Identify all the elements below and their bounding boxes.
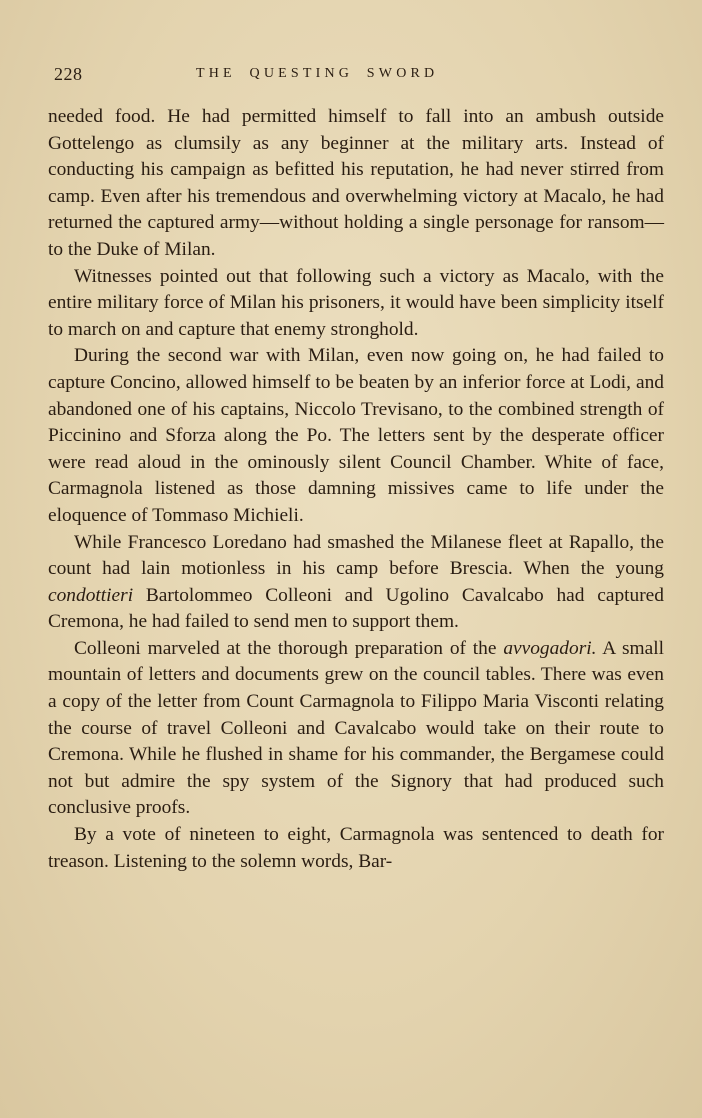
paragraph-5-text-b: A small mountain of letters and documents grew on the council tables. There was even a copy of the letter from Count Carmagnola to Filippo Maria Visconti relating the course of travel Colleoni and Cavalcabo would take on their route to Cremona. While he flushed in shame for his commander, the Bergamese could not but admire the spy system of the Signory that had produced such conclusive proofs. <box>48 637 664 819</box>
paragraph-4-text-a: While Francesco Loredano had smashed the Milanese fleet at Rapallo, the count had lain motionless in his camp before Brescia. When the young <box>48 531 664 580</box>
paragraph-5 <box>48 636 664 822</box>
paragraph-6-text: By a vote of nineteen to eight, Carmagnola was sentenced to death for treason. Listening to the solemn words, Bar- <box>48 824 664 872</box>
paragraph-3 <box>48 343 664 529</box>
page-number: 228 <box>54 64 83 84</box>
running-head <box>48 58 664 88</box>
paragraph-1-text: needed food. He had permitted himself to fall into an ambush outside Gottelengo as clumsily as any beginner at the military arts. Instead of conducting his campaign as befitted his reputation, he had never stirred from camp. Even after his tremendous and overwhelming victory at Macalo, he had returned the captured army—without holding a single personage for ransom—to the Duke of Milan. <box>48 106 664 260</box>
paragraph-2 <box>48 264 664 344</box>
paragraph-4-text-b: Bartolommeo Colleoni and Ugolino Cavalcabo had captured Cremona, he had failed to send men to support them. <box>48 584 664 633</box>
paragraph-6 <box>48 822 664 875</box>
paragraph-5-italic-term: avvogadori. <box>503 637 597 659</box>
paragraph-1 <box>48 104 664 264</box>
paragraph-4-italic-term: condottieri <box>48 584 134 606</box>
paragraph-4 <box>48 530 664 636</box>
book-page <box>48 58 664 875</box>
body-text <box>48 104 664 875</box>
paragraph-2-text: Witnesses pointed out that following such a victory as Macalo, with the entire military force of Milan his prisoners, it would have been simplicity itself to march on and capture that enemy stronghold. <box>48 265 664 340</box>
paragraph-3-text: During the second war with Milan, even now going on, he had failed to capture Concino, allowed himself to be beaten by an inferior force at Lodi, and abandoned one of his captains, Niccolo Trevisano, to the combined strength of Piccinino and Sforza along the Po. The letters sent by the desperate officer were read aloud in the ominously silent Council Chamber. White of face, Carmagnola listened as those damning missives came to life under the eloquence of Tommaso Michieli. <box>48 345 664 526</box>
book-title: THE QUESTING SWORD <box>196 66 439 81</box>
paragraph-5-text-a: Colleoni marveled at the thorough preparation of the <box>74 637 504 659</box>
